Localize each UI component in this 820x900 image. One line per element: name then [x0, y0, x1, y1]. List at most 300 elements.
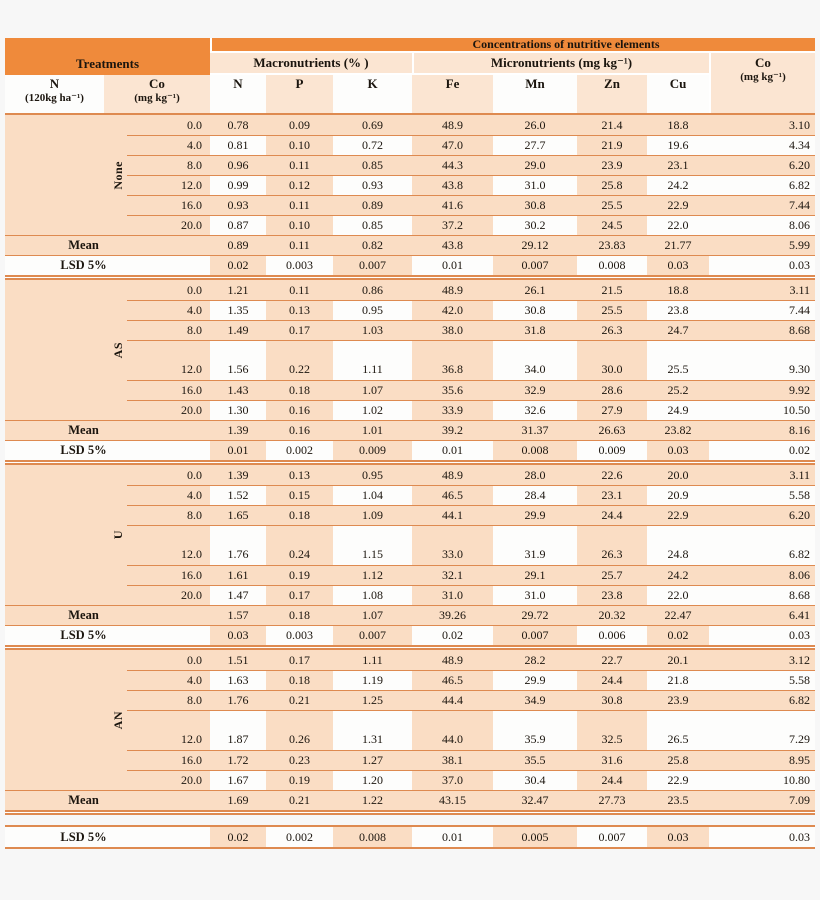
n-treatment-label: N: [49, 76, 60, 91]
group-label: AN: [111, 710, 125, 730]
dose-cell: 0.0: [127, 280, 210, 300]
value-cell: 18.8: [647, 115, 709, 135]
value-cell: 31.6: [577, 750, 647, 770]
column-header-n: N: [210, 75, 266, 113]
value-cell: 0.95: [333, 465, 412, 485]
mean-value: 5.99: [709, 235, 815, 255]
mean-value: 20.32: [577, 605, 647, 625]
value-cell: 44.4: [412, 690, 493, 710]
value-cell: 4.34: [709, 135, 815, 155]
value-cell: 1.43: [210, 380, 266, 400]
value-cell: 35.6: [412, 380, 493, 400]
value-cell: 1.87: [210, 710, 266, 750]
dose-cell: 20.0: [127, 770, 210, 790]
group-label-cell: [5, 650, 127, 790]
macronutrients-header: Macronutrients (% ): [210, 53, 412, 75]
mean-value: 31.37: [493, 420, 577, 440]
dose-cell: 16.0: [127, 380, 210, 400]
treatment-group-as: [5, 280, 815, 460]
value-cell: 30.8: [577, 690, 647, 710]
value-cell: 7.29: [709, 710, 815, 750]
treatment-group-an: [5, 650, 815, 810]
value-cell: 0.11: [266, 280, 333, 300]
mean-value: 23.82: [647, 420, 709, 440]
value-cell: 25.8: [647, 750, 709, 770]
lsd-value: 0.002: [266, 440, 333, 460]
value-cell: 29.9: [493, 670, 577, 690]
value-cell: 0.12: [266, 175, 333, 195]
value-cell: 1.35: [210, 300, 266, 320]
dose-cell: 16.0: [127, 750, 210, 770]
co-column-label: Co: [755, 55, 771, 70]
value-cell: 10.50: [709, 400, 815, 420]
value-cell: 22.9: [647, 770, 709, 790]
value-cell: 1.51: [210, 650, 266, 670]
value-cell: 32.1: [412, 565, 493, 585]
lsd-value: 0.008: [493, 440, 577, 460]
lsd-value: 0.009: [577, 440, 647, 460]
mean-value: 1.57: [210, 605, 266, 625]
value-cell: 0.18: [266, 380, 333, 400]
value-cell: 48.9: [412, 115, 493, 135]
value-cell: 32.5: [577, 710, 647, 750]
value-cell: 8.95: [709, 750, 815, 770]
value-cell: 24.4: [577, 670, 647, 690]
mean-value: 23.83: [577, 235, 647, 255]
value-cell: 1.04: [333, 485, 412, 505]
value-cell: 31.0: [412, 585, 493, 605]
dose-cell: 8.0: [127, 155, 210, 175]
value-cell: 32.9: [493, 380, 577, 400]
lsd-value: 0.02: [647, 625, 709, 645]
value-cell: 21.4: [577, 115, 647, 135]
treatment-group-u: [5, 465, 815, 645]
value-cell: 1.56: [210, 340, 266, 380]
lsd-value: 0.008: [333, 827, 412, 847]
group-label: AS: [111, 341, 125, 359]
mean-value: 39.26: [412, 605, 493, 625]
mean-value: 0.89: [210, 235, 266, 255]
dose-cell: 4.0: [127, 300, 210, 320]
value-cell: 23.9: [647, 690, 709, 710]
lsd-label: LSD 5%: [5, 440, 210, 460]
treatment-group-none: [5, 115, 815, 275]
group-label-cell: [5, 465, 127, 605]
dose-cell: 8.0: [127, 690, 210, 710]
mean-value: 6.41: [709, 605, 815, 625]
value-cell: 3.11: [709, 280, 815, 300]
value-cell: 8.68: [709, 585, 815, 605]
value-cell: 42.0: [412, 300, 493, 320]
dose-cell: 16.0: [127, 195, 210, 215]
value-cell: 8.06: [709, 565, 815, 585]
value-cell: 24.5: [577, 215, 647, 235]
value-cell: 0.19: [266, 565, 333, 585]
value-cell: 0.99: [210, 175, 266, 195]
lsd-value: 0.003: [266, 625, 333, 645]
value-cell: 31.9: [493, 525, 577, 565]
value-cell: 0.11: [266, 155, 333, 175]
value-cell: 1.21: [210, 280, 266, 300]
table-title: Concentrations of nutritive elements: [210, 38, 815, 53]
n-treatment-unit: (120kg ha⁻¹): [25, 91, 84, 104]
value-cell: 0.21: [266, 690, 333, 710]
lsd-value: 0.006: [577, 625, 647, 645]
value-cell: 44.0: [412, 710, 493, 750]
value-cell: 30.4: [493, 770, 577, 790]
value-cell: 21.9: [577, 135, 647, 155]
mean-value: 0.82: [333, 235, 412, 255]
value-cell: 1.61: [210, 565, 266, 585]
group-label: None: [111, 160, 125, 190]
lsd-value: 0.01: [210, 440, 266, 460]
mean-label: Mean: [5, 790, 210, 810]
group-label: U: [111, 530, 125, 540]
mean-value: 0.11: [266, 235, 333, 255]
n-treatment-header: [5, 75, 104, 113]
value-cell: 1.30: [210, 400, 266, 420]
value-cell: 33.0: [412, 525, 493, 565]
co-column-header: [709, 53, 815, 113]
group-label-cell: [5, 115, 127, 235]
value-cell: 19.6: [647, 135, 709, 155]
value-cell: 37.2: [412, 215, 493, 235]
dose-cell: 16.0: [127, 565, 210, 585]
value-cell: 5.58: [709, 485, 815, 505]
lsd-value: 0.03: [647, 827, 709, 847]
value-cell: 30.2: [493, 215, 577, 235]
value-cell: 0.17: [266, 650, 333, 670]
value-cell: 23.8: [647, 300, 709, 320]
value-cell: 1.19: [333, 670, 412, 690]
value-cell: 32.6: [493, 400, 577, 420]
value-cell: 7.44: [709, 300, 815, 320]
lsd-value: 0.007: [493, 255, 577, 275]
value-cell: 24.4: [577, 505, 647, 525]
mean-value: 32.47: [493, 790, 577, 810]
mean-value: 1.69: [210, 790, 266, 810]
value-cell: 0.10: [266, 135, 333, 155]
value-cell: 26.1: [493, 280, 577, 300]
mean-value: 1.22: [333, 790, 412, 810]
value-cell: 8.68: [709, 320, 815, 340]
value-cell: 23.1: [647, 155, 709, 175]
mean-value: 29.12: [493, 235, 577, 255]
value-cell: 0.23: [266, 750, 333, 770]
dose-cell: 0.0: [127, 650, 210, 670]
mean-value: 1.39: [210, 420, 266, 440]
co-dose-header: [104, 75, 210, 113]
value-cell: 35.5: [493, 750, 577, 770]
value-cell: 22.6: [577, 465, 647, 485]
value-cell: 20.1: [647, 650, 709, 670]
value-cell: 26.5: [647, 710, 709, 750]
value-cell: 28.6: [577, 380, 647, 400]
dose-cell: 20.0: [127, 400, 210, 420]
value-cell: 0.69: [333, 115, 412, 135]
value-cell: 1.09: [333, 505, 412, 525]
value-cell: 0.89: [333, 195, 412, 215]
lsd-value: 0.007: [333, 255, 412, 275]
mean-value: 1.01: [333, 420, 412, 440]
value-cell: 6.20: [709, 155, 815, 175]
value-cell: 22.9: [647, 505, 709, 525]
value-cell: 0.93: [333, 175, 412, 195]
value-cell: 1.11: [333, 650, 412, 670]
value-cell: 18.8: [647, 280, 709, 300]
treatments-header: Treatments: [5, 38, 210, 75]
dose-cell: 4.0: [127, 485, 210, 505]
value-cell: 24.7: [647, 320, 709, 340]
value-cell: 29.1: [493, 565, 577, 585]
lsd-value: 0.008: [577, 255, 647, 275]
lsd-value: 0.002: [266, 827, 333, 847]
lsd-value: 0.007: [577, 827, 647, 847]
value-cell: 34.0: [493, 340, 577, 380]
dose-cell: 12.0: [127, 710, 210, 750]
value-cell: 3.12: [709, 650, 815, 670]
mean-label: Mean: [5, 420, 210, 440]
value-cell: 48.9: [412, 280, 493, 300]
value-cell: 0.16: [266, 400, 333, 420]
value-cell: 25.8: [577, 175, 647, 195]
value-cell: 25.5: [577, 195, 647, 215]
column-header-p: P: [266, 75, 333, 113]
value-cell: 0.17: [266, 585, 333, 605]
dose-cell: 8.0: [127, 320, 210, 340]
value-cell: 22.7: [577, 650, 647, 670]
value-cell: 1.47: [210, 585, 266, 605]
value-cell: 20.0: [647, 465, 709, 485]
lsd-value: 0.01: [412, 827, 493, 847]
value-cell: 6.82: [709, 175, 815, 195]
value-cell: 43.8: [412, 175, 493, 195]
value-cell: 48.9: [412, 650, 493, 670]
value-cell: 6.20: [709, 505, 815, 525]
mean-value: 7.09: [709, 790, 815, 810]
mean-value: 0.16: [266, 420, 333, 440]
value-cell: 25.5: [647, 340, 709, 380]
value-cell: 0.10: [266, 215, 333, 235]
value-cell: 47.0: [412, 135, 493, 155]
value-cell: 0.85: [333, 215, 412, 235]
value-cell: 0.26: [266, 710, 333, 750]
lsd-value: 0.003: [266, 255, 333, 275]
value-cell: 23.9: [577, 155, 647, 175]
lsd-value: 0.01: [412, 440, 493, 460]
value-cell: 44.1: [412, 505, 493, 525]
value-cell: 28.2: [493, 650, 577, 670]
column-header-mn: Mn: [493, 75, 577, 113]
lsd-value: 0.007: [493, 625, 577, 645]
dose-cell: 12.0: [127, 340, 210, 380]
lsd-value: 0.02: [210, 827, 266, 847]
value-cell: 24.9: [647, 400, 709, 420]
value-cell: 31.0: [493, 585, 577, 605]
column-header-zn: Zn: [577, 75, 647, 113]
value-cell: 1.25: [333, 690, 412, 710]
dose-cell: 8.0: [127, 505, 210, 525]
value-cell: 1.67: [210, 770, 266, 790]
co-column-unit: (mg kg⁻¹): [740, 70, 786, 83]
mean-value: 0.18: [266, 605, 333, 625]
value-cell: 48.9: [412, 465, 493, 485]
value-cell: 0.22: [266, 340, 333, 380]
value-cell: 22.0: [647, 585, 709, 605]
value-cell: 26.0: [493, 115, 577, 135]
value-cell: 1.52: [210, 485, 266, 505]
value-cell: 0.09: [266, 115, 333, 135]
value-cell: 1.39: [210, 465, 266, 485]
table-header: [5, 38, 815, 115]
value-cell: 25.2: [647, 380, 709, 400]
dose-cell: 20.0: [127, 585, 210, 605]
value-cell: 22.0: [647, 215, 709, 235]
value-cell: 31.8: [493, 320, 577, 340]
value-cell: 0.17: [266, 320, 333, 340]
value-cell: 44.3: [412, 155, 493, 175]
value-cell: 9.30: [709, 340, 815, 380]
value-cell: 1.76: [210, 525, 266, 565]
value-cell: 26.3: [577, 320, 647, 340]
value-cell: 28.0: [493, 465, 577, 485]
value-cell: 1.15: [333, 525, 412, 565]
value-cell: 30.8: [493, 300, 577, 320]
value-cell: 6.82: [709, 525, 815, 565]
final-lsd-row: [5, 825, 815, 849]
lsd-value: 0.009: [333, 440, 412, 460]
value-cell: 0.78: [210, 115, 266, 135]
co-dose-unit: (mg kg⁻¹): [134, 91, 180, 104]
mean-value: 29.72: [493, 605, 577, 625]
value-cell: 0.13: [266, 300, 333, 320]
value-cell: 1.65: [210, 505, 266, 525]
lsd-value: 0.03: [709, 625, 815, 645]
column-header-k: K: [333, 75, 412, 113]
value-cell: 38.0: [412, 320, 493, 340]
mean-value: 39.2: [412, 420, 493, 440]
group-label-cell: [5, 280, 127, 420]
mean-value: 8.16: [709, 420, 815, 440]
value-cell: 0.87: [210, 215, 266, 235]
value-cell: 1.11: [333, 340, 412, 380]
dose-cell: 4.0: [127, 670, 210, 690]
lsd-value: 0.03: [709, 255, 815, 275]
mean-value: 43.15: [412, 790, 493, 810]
value-cell: 25.5: [577, 300, 647, 320]
value-cell: 1.31: [333, 710, 412, 750]
value-cell: 46.5: [412, 485, 493, 505]
value-cell: 23.8: [577, 585, 647, 605]
value-cell: 23.1: [577, 485, 647, 505]
value-cell: 34.9: [493, 690, 577, 710]
value-cell: 1.08: [333, 585, 412, 605]
value-cell: 25.7: [577, 565, 647, 585]
column-header-fe: Fe: [412, 75, 493, 113]
lsd-value: 0.007: [333, 625, 412, 645]
value-cell: 24.2: [647, 175, 709, 195]
value-cell: 33.9: [412, 400, 493, 420]
lsd-value: 0.03: [647, 440, 709, 460]
value-cell: 0.19: [266, 770, 333, 790]
value-cell: 0.86: [333, 280, 412, 300]
value-cell: 8.06: [709, 215, 815, 235]
lsd-value: 0.03: [647, 255, 709, 275]
dose-cell: 20.0: [127, 215, 210, 235]
value-cell: 27.7: [493, 135, 577, 155]
lsd-value: 0.03: [210, 625, 266, 645]
value-cell: 24.8: [647, 525, 709, 565]
mean-value: 22.47: [647, 605, 709, 625]
mean-value: 26.63: [577, 420, 647, 440]
value-cell: 29.9: [493, 505, 577, 525]
page-break-gap: [5, 815, 815, 825]
lsd-value: 0.005: [493, 827, 577, 847]
value-cell: 0.18: [266, 505, 333, 525]
lsd-label: LSD 5%: [5, 827, 210, 847]
value-cell: 29.0: [493, 155, 577, 175]
value-cell: 1.72: [210, 750, 266, 770]
value-cell: 10.80: [709, 770, 815, 790]
value-cell: 0.95: [333, 300, 412, 320]
value-cell: 24.2: [647, 565, 709, 585]
lsd-value: 0.03: [709, 827, 815, 847]
value-cell: 0.13: [266, 465, 333, 485]
value-cell: 0.96: [210, 155, 266, 175]
mean-label: Mean: [5, 605, 210, 625]
value-cell: 9.92: [709, 380, 815, 400]
value-cell: 5.58: [709, 670, 815, 690]
nutrients-table: [5, 38, 815, 849]
dose-cell: 12.0: [127, 525, 210, 565]
lsd-value: 0.02: [412, 625, 493, 645]
value-cell: 26.3: [577, 525, 647, 565]
value-cell: 3.10: [709, 115, 815, 135]
dose-cell: 0.0: [127, 115, 210, 135]
value-cell: 1.63: [210, 670, 266, 690]
value-cell: 41.6: [412, 195, 493, 215]
value-cell: 0.93: [210, 195, 266, 215]
value-cell: 1.03: [333, 320, 412, 340]
mean-value: 1.07: [333, 605, 412, 625]
value-cell: 27.9: [577, 400, 647, 420]
co-dose-label: Co: [149, 76, 165, 91]
value-cell: 21.5: [577, 280, 647, 300]
value-cell: 3.11: [709, 465, 815, 485]
value-cell: 1.07: [333, 380, 412, 400]
lsd-value: 0.02: [709, 440, 815, 460]
value-cell: 36.8: [412, 340, 493, 380]
value-cell: 0.81: [210, 135, 266, 155]
value-cell: 0.18: [266, 670, 333, 690]
lsd-value: 0.01: [412, 255, 493, 275]
value-cell: 46.5: [412, 670, 493, 690]
mean-value: 0.21: [266, 790, 333, 810]
value-cell: 37.0: [412, 770, 493, 790]
lsd-value: 0.02: [210, 255, 266, 275]
table-body: [5, 115, 815, 849]
value-cell: 30.0: [577, 340, 647, 380]
value-cell: 28.4: [493, 485, 577, 505]
value-cell: 6.82: [709, 690, 815, 710]
dose-cell: 12.0: [127, 175, 210, 195]
mean-value: 21.77: [647, 235, 709, 255]
value-cell: 0.72: [333, 135, 412, 155]
mean-label: Mean: [5, 235, 210, 255]
mean-value: 23.5: [647, 790, 709, 810]
value-cell: 30.8: [493, 195, 577, 215]
value-cell: 1.12: [333, 565, 412, 585]
